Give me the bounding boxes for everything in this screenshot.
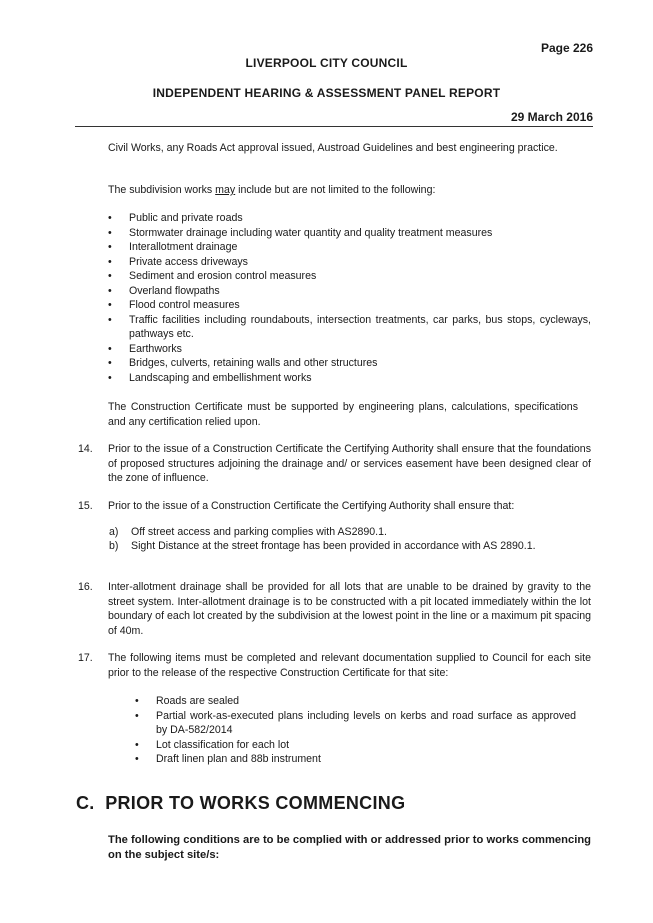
bullet-icon: • [135,738,139,751]
condition-text: Prior to the issue of a Construction Certificate the Certifying Authority shall ensure that the foundations of proposed structures adjoining the drainage and/ or services easement have been designed clear of the zone of influence. [108,443,591,484]
list-item: • Stormwater drainage including water quantity and quality treatment measures [108,226,493,239]
list-item: • Earthworks [108,342,182,355]
list-item: • Public and private roads [108,212,243,224]
condition-number: 16. [78,581,93,593]
bullet-icon: • [108,357,112,369]
report-title: INDEPENDENT HEARING & ASSESSMENT PANEL REPORT [152,86,501,100]
bullet-icon: • [108,226,112,239]
certificate-support-paragraph: The Construction Certificate must be supported by engineering plans, calculations, specifications and any certification relied upon. [108,401,578,428]
condition-17-list [135,694,576,767]
list-item: • Interallotment drainage [108,241,238,253]
condition-15-item-b [109,539,591,554]
condition-15-item-a [109,525,591,540]
bullet-icon: • [108,342,112,355]
bullet-icon: • [108,371,112,384]
bullet-icon: • [135,753,139,765]
section-intro: The following conditions are to be complied with or addressed prior to works commencing on the subject site/s: [108,834,591,861]
works-list [108,211,591,385]
list-item: • Draft linen plan and 88b instrument [135,753,321,765]
continued-paragraph: Civil Works, any Roads Act approval issued, Austroad Guidelines and best engineering practice. [108,142,558,154]
item-text: Off street access and parking complies with AS2890.1. [131,526,387,538]
bullet-icon: • [135,695,139,707]
list-item: • Sediment and erosion control measures [108,270,317,282]
lead-text-underlined: may [215,184,236,196]
works-lead-sentence [108,183,591,198]
bullet-icon: • [108,241,112,253]
list-item: • Overland flowpaths [108,284,220,297]
bullet-icon: • [108,212,112,224]
list-item: • Bridges, culverts, retaining walls and other structures [108,357,378,369]
condition-number: 17. [78,652,93,664]
list-item: • Lot classification for each lot [135,738,290,751]
bullet-icon: • [108,299,112,311]
page-number: Page 226 [540,41,593,55]
condition-number: 14. [78,443,93,455]
condition-text: Prior to the issue of a Construction Certificate the Certifying Authority shall ensure that: [108,500,515,512]
bullet-icon: • [108,313,112,326]
bullet-icon: • [135,709,139,722]
council-name: LIVERPOOL CITY COUNCIL [245,56,408,70]
section-heading: C. PRIOR TO WORKS COMMENCING [76,793,406,813]
list-item: • Private access driveways [108,255,248,268]
lead-text-before: The subdivision works [108,184,216,196]
lead-text-after: include but are not limited to the following: [235,184,436,196]
list-item: • Partial work-as-executed plans including levels on kerbs and road surface as approved by DA-582/2014 [135,709,576,736]
list-item: • Traffic facilities including roundabouts, intersection treatments, car parks, bus stops, cycleways, pathways etc. [108,313,591,340]
condition-text: The following items must be completed and relevant documentation supplied to Council for each site prior to the release of the respective Construction Certificate for that site: [108,652,591,679]
report-date: 29 March 2016 [510,110,593,124]
list-item: • Flood control measures [108,299,240,311]
list-item: • Roads are sealed [135,695,240,707]
bullet-icon: • [108,270,112,282]
condition-text: Inter-allotment drainage shall be provided for all lots that are unable to be drained by gravity to the street system. Inter-allotment drainage is to be constructed with a pit located immediately within the lot boundary of each lot created by the subdivision at the lowest point in the line or a maximum pit spacing of 40m. [108,581,591,637]
bullet-icon: • [108,255,112,268]
condition-number: 15. [78,500,93,512]
header-rule [75,126,593,127]
bullet-icon: • [108,284,112,297]
item-label: b) [109,540,119,552]
item-label: a) [109,526,119,538]
list-item: • Landscaping and embellishment works [108,371,312,384]
item-text: Sight Distance at the street frontage has been provided in accordance with AS 2890.1. [131,540,536,552]
